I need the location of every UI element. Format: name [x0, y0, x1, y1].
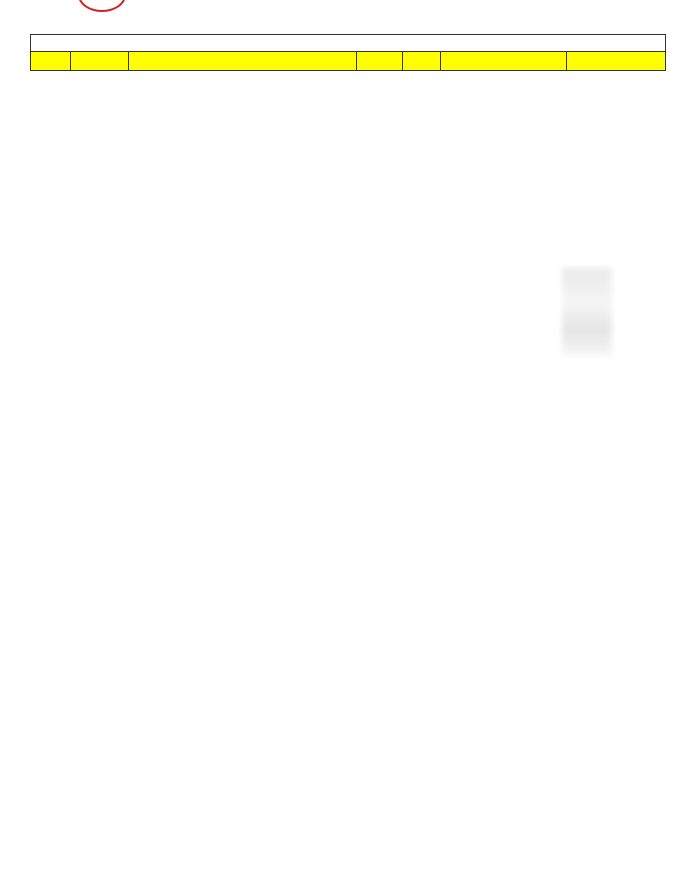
- section-gap: [31, 35, 666, 52]
- section-no: [31, 52, 71, 71]
- brand-logo: [78, 0, 126, 12]
- bom-section-three-header: [31, 52, 666, 71]
- section-unit: [357, 52, 403, 71]
- section-name: [71, 52, 129, 71]
- section-spec: [129, 52, 357, 71]
- blurred-region: [562, 268, 612, 356]
- section-header-row: [31, 52, 666, 71]
- section-ref: [441, 52, 567, 71]
- section-qty: [403, 52, 441, 71]
- bom-table: [30, 34, 666, 71]
- section-note: [567, 52, 666, 71]
